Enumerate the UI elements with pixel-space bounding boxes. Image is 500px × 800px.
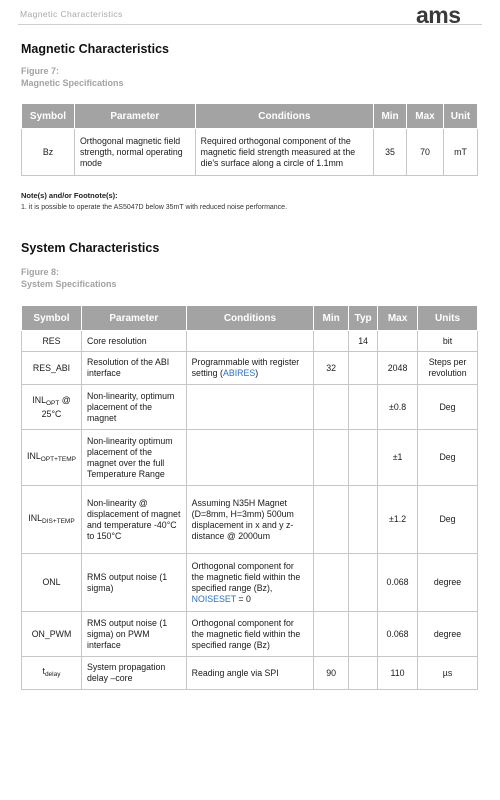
notes-title: Note(s) and/or Footnote(s): — [21, 191, 118, 200]
table-header-row — [22, 306, 478, 331]
max-cell: 0.068 — [378, 612, 418, 657]
symbol-cell — [22, 486, 82, 554]
min-cell — [314, 612, 349, 657]
conditions-cell — [186, 331, 314, 352]
parameter-cell: Non-linearity optimum placement of the magnet over the full Temperature Range — [81, 430, 186, 486]
units-cell: Deg — [418, 430, 478, 486]
units-cell: degree — [418, 612, 478, 657]
column-header: Max — [407, 104, 444, 129]
conditions-cell — [186, 430, 314, 486]
system-section-title: System Characteristics — [21, 241, 160, 255]
min-cell: 35 — [374, 129, 407, 176]
figure-7-number: Figure 7: — [21, 66, 60, 76]
symbol-cell: ON_PWM — [22, 612, 82, 657]
parameter-cell: Orthogonal magnetic field strength, normal operating mode — [74, 129, 195, 176]
table-row — [22, 385, 478, 430]
min-cell — [314, 486, 349, 554]
column-header: Parameter — [74, 104, 195, 129]
symbol-cell: RES_ABI — [22, 352, 82, 385]
figure-8-number: Figure 8: — [21, 267, 60, 277]
parameter-cell: Non-linearity @ displacement of magnet and temperature -40°C to 150°C — [81, 486, 186, 554]
parameter-cell: System propagation delay –core — [81, 657, 186, 690]
max-cell: 70 — [407, 129, 444, 176]
symbol-subscript: delay — [44, 671, 61, 678]
typ-cell — [349, 657, 378, 690]
symbol-subscript: OPT — [45, 399, 60, 407]
notes-text: 1. it is possible to operate the AS5047D below 35mT with reduced noise performance. — [21, 204, 288, 211]
symbol-subscript: OPT+TEMP — [40, 455, 76, 463]
units-cell: bit — [418, 331, 478, 352]
table-row — [22, 129, 478, 176]
conditions-cell: Required orthogonal component of the magnetic field strength measured at the die's surface along a circle of 1.1mm — [195, 129, 373, 176]
conditions-text: Orthogonal component for the magnetic field within the specified range (Bz), — [191, 560, 301, 593]
conditions-text: ) — [255, 368, 259, 378]
min-cell: 32 — [314, 352, 349, 385]
parameter-cell: Core resolution — [81, 331, 186, 352]
table-row — [22, 657, 478, 690]
conditions-cell — [186, 554, 314, 612]
conditions-cell: Orthogonal component for the magnetic field within the specified range (Bz) — [186, 612, 314, 657]
symbol-suffix: @ 25°C — [41, 394, 71, 419]
symbol-cell — [22, 657, 82, 690]
table-row — [22, 331, 478, 352]
symbol-main: t — [42, 666, 45, 676]
typ-cell — [349, 385, 378, 430]
parameter-cell: RMS output noise (1 sigma) on PWM interface — [81, 612, 186, 657]
table-header-row — [22, 104, 478, 129]
column-header: Max — [378, 306, 418, 331]
header-divider — [18, 24, 482, 25]
column-header: Min — [374, 104, 407, 129]
figure-8-caption — [21, 266, 117, 290]
system-specifications-table — [21, 305, 478, 690]
column-header: Units — [418, 306, 478, 331]
symbol-cell: ONL — [22, 554, 82, 612]
column-header: Min — [314, 306, 349, 331]
typ-cell — [349, 612, 378, 657]
table-row — [22, 486, 478, 554]
conditions-cell — [186, 385, 314, 430]
conditions-text: = 0 — [235, 593, 251, 604]
figure-7-caption — [21, 65, 124, 89]
column-header: Symbol — [22, 104, 75, 129]
max-cell: ±1 — [378, 430, 418, 486]
symbol-cell: RES — [22, 331, 82, 352]
table-row — [22, 430, 478, 486]
table-row — [22, 554, 478, 612]
units-cell: Steps per revolution — [418, 352, 478, 385]
units-cell: Deg — [418, 385, 478, 430]
figure-7-title: Magnetic Specifications — [21, 78, 124, 88]
column-header: Unit — [443, 104, 477, 129]
conditions-cell: Reading angle via SPI — [186, 657, 314, 690]
min-cell — [314, 331, 349, 352]
column-header: Typ — [349, 306, 378, 331]
typ-cell — [349, 352, 378, 385]
figure-8-title: System Specifications — [21, 279, 117, 289]
min-cell — [314, 430, 349, 486]
typ-cell — [349, 554, 378, 612]
conditions-cell: Assuming N35H Magnet (D=8mm, H=3mm) 500um displacement in x and y z-distance @ 2000um — [186, 486, 314, 554]
symbol-cell: Bz — [22, 129, 75, 176]
units-cell: Deg — [418, 486, 478, 554]
symbol-cell — [22, 430, 82, 486]
symbol-subscript: DIS+TEMP — [42, 517, 75, 525]
unit-cell: mT — [443, 129, 477, 176]
magnetic-section-title: Magnetic Characteristics — [21, 42, 169, 56]
min-cell — [314, 554, 349, 612]
units-cell: µs — [418, 657, 478, 690]
symbol-cell — [22, 385, 82, 430]
symbol-main: INL — [27, 450, 41, 461]
max-cell: 0.068 — [378, 554, 418, 612]
column-header: Conditions — [186, 306, 314, 331]
column-header: Symbol — [22, 306, 82, 331]
typ-cell — [349, 486, 378, 554]
magnetic-specifications-table — [21, 103, 478, 176]
max-cell: ±0.8 — [378, 385, 418, 430]
max-cell: 2048 — [378, 352, 418, 385]
conditions-text: Programmable with register setting ( — [191, 357, 300, 378]
min-cell — [314, 385, 349, 430]
max-cell: ±1.2 — [378, 486, 418, 554]
parameter-cell: Resolution of the ABI interface — [81, 352, 186, 385]
max-cell: 110 — [378, 657, 418, 690]
table-row — [22, 352, 478, 385]
symbol-main: INL — [28, 512, 42, 523]
abires-register-link[interactable]: ABIRES — [222, 368, 256, 378]
parameter-cell: RMS output noise (1 sigma) — [81, 554, 186, 612]
column-header: Conditions — [195, 104, 373, 129]
units-cell: degree — [418, 554, 478, 612]
symbol-main: INL — [32, 394, 46, 405]
typ-cell: 14 — [349, 331, 378, 352]
noiseset-register-link[interactable]: NOISESET — [191, 593, 236, 604]
min-cell: 90 — [314, 657, 349, 690]
conditions-cell — [186, 352, 314, 385]
table-row — [22, 612, 478, 657]
ams-logo: ams — [416, 2, 461, 28]
max-cell — [378, 331, 418, 352]
page-header-label: Magnetic Characteristics — [20, 9, 123, 19]
column-header: Parameter — [81, 306, 186, 331]
parameter-cell: Non-linearity, optimum placement of the magnet — [81, 385, 186, 430]
typ-cell — [349, 430, 378, 486]
